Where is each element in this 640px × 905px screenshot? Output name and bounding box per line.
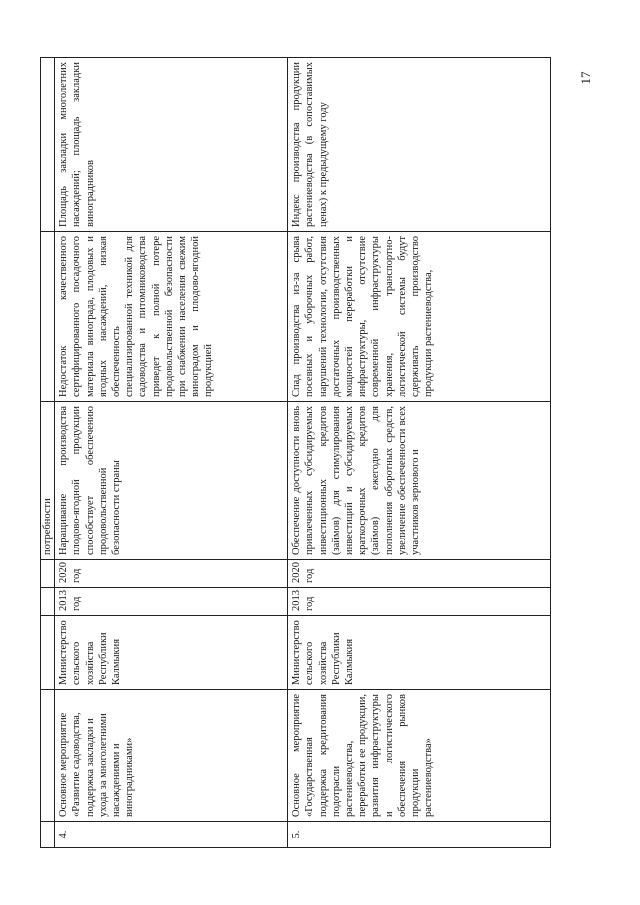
event-name: Основное мероприятие «Развитие садоводства, поддержка закладки и ухода за многолетними насаждениями и виноградниками» xyxy=(55,689,288,821)
cell-blank xyxy=(41,587,55,615)
executor: Министерство сельского хозяйства Республики Калмыкия xyxy=(55,615,288,689)
cell-blank xyxy=(41,821,55,847)
start-year: 2013 год xyxy=(55,587,288,615)
cell-blank xyxy=(41,689,55,821)
program-events-table xyxy=(40,57,551,848)
expected-result: Обеспечение доступности вновь привлеченных субсидируемых инвестиционных кредитов (займов) для стимулирования инвестиций и субсидируемых краткосрочных кредитов (займов) ежегодно для пополнения оборотных средств, увеличение обеспеченности всех участников зернового и xyxy=(288,401,551,559)
row-number: 5. xyxy=(288,821,551,847)
table-row xyxy=(288,57,551,847)
table-row xyxy=(55,57,288,847)
page-number: 17 xyxy=(578,71,593,85)
end-year: 2020 год xyxy=(55,559,288,587)
rotated-table-container xyxy=(40,58,600,848)
cell-needs: потребности xyxy=(41,401,55,559)
end-year: 2020 год xyxy=(288,559,551,587)
table-row-continued xyxy=(41,57,55,847)
cell-blank xyxy=(41,231,55,401)
indicator: Индекс производства продукции растениеводства (в сопоставимых ценах) к предыдущему году xyxy=(288,57,551,231)
event-name: Основное мероприятие «Государственная поддержка кредитования подотрасли растениеводства, переработки ее продукции, развития инфраструктуры и логистического обеспечения рынков продукции растениеводства» xyxy=(288,689,551,821)
expected-result: Наращивание производства плодово-ягодной продукции способствует обеспечению продовольственной безопасности страны xyxy=(55,401,288,559)
non-implementation-consequences: Спад производства из-за срыва посевных и уборочных работ, нарушений технологии, отсутствия достаточных производственных мощностей переработки и инфраструктуры, отсутствие современной инфраструктуры хранения, транспортно-логистической системы будут сдерживать производство продукции растениеводства, xyxy=(288,231,551,401)
cell-blank xyxy=(41,57,55,231)
cell-blank xyxy=(41,615,55,689)
row-number: 4. xyxy=(55,821,288,847)
cell-blank xyxy=(41,559,55,587)
non-implementation-consequences: Недостаток качественного сертифицированного посадочного материала винограда, плодовых и ягодных насаждений, низкая обеспеченность специализированной техникой для садоводства и питомниководства приведет к полной потере продовольственной безопасности при снабжении населения свежим виноградом и плодово-ягодной продукцией xyxy=(55,231,288,401)
indicator: Площадь закладки многолетних насаждений; площадь закладки виноградников xyxy=(55,57,288,231)
executor: Министерство сельского хозяйства Республики Калмыкия xyxy=(288,615,551,689)
start-year: 2013 год xyxy=(288,587,551,615)
